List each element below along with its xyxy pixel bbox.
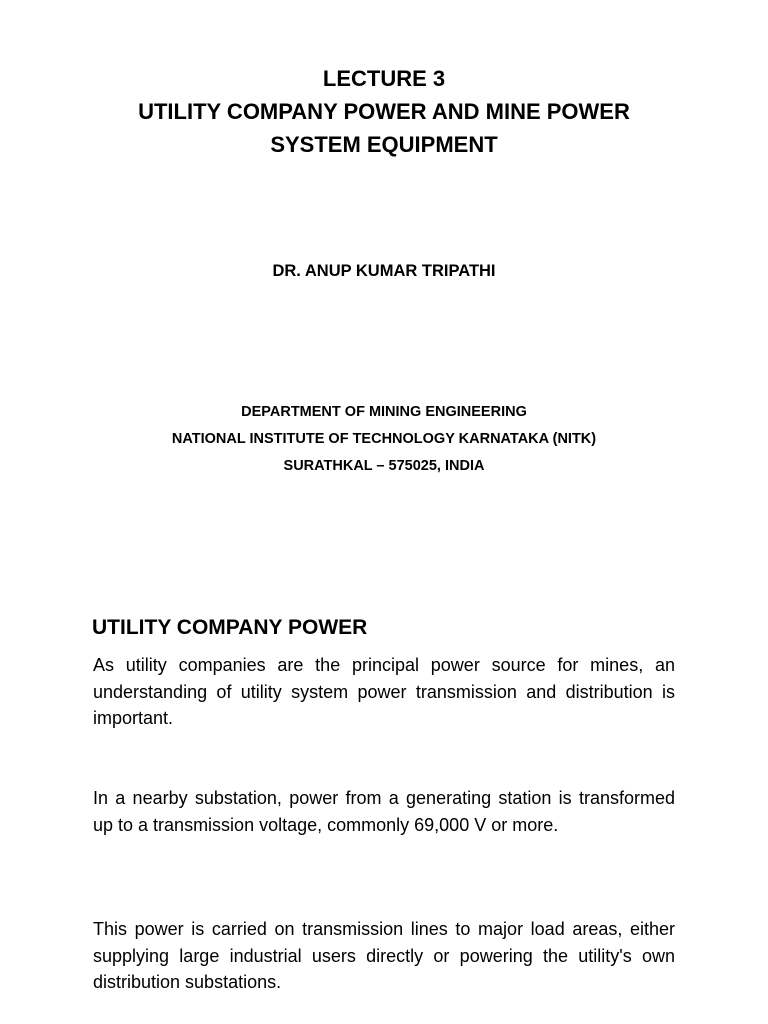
body-paragraph: As utility companies are the principal power source for mines, an understanding of utility system power transmission and distribution is important. [93,655,675,728]
section-heading: UTILITY COMPANY POWER [92,616,368,639]
title-line-continued: SYSTEM EQUIPMENT [270,132,498,157]
author-name: DR. ANUP KUMAR TRIPATHI [272,262,496,280]
body-paragraph: In a nearby substation, power from a generating station is transformed up to a transmission voltage, commonly 69,000 V or more. [93,788,675,835]
title-line-lecture-number: LECTURE 3 [322,66,446,91]
body-paragraph: This power is carried on transmission lines to major load areas, either supplying large industrial users directly or powering the utility's own distribution substations. [93,919,675,992]
title-line-main: UTILITY COMPANY POWER AND MINE POWER [138,99,630,124]
lecture-title [0,62,768,161]
affiliation-institute: NATIONAL INSTITUTE OF TECHNOLOGY KARNATAKA (NITK) [171,431,597,447]
affiliation-department: DEPARTMENT OF MINING ENGINEERING [241,404,527,420]
author-affiliation [0,399,768,480]
affiliation-address: SURATHKAL – 575025, INDIA [283,458,485,474]
